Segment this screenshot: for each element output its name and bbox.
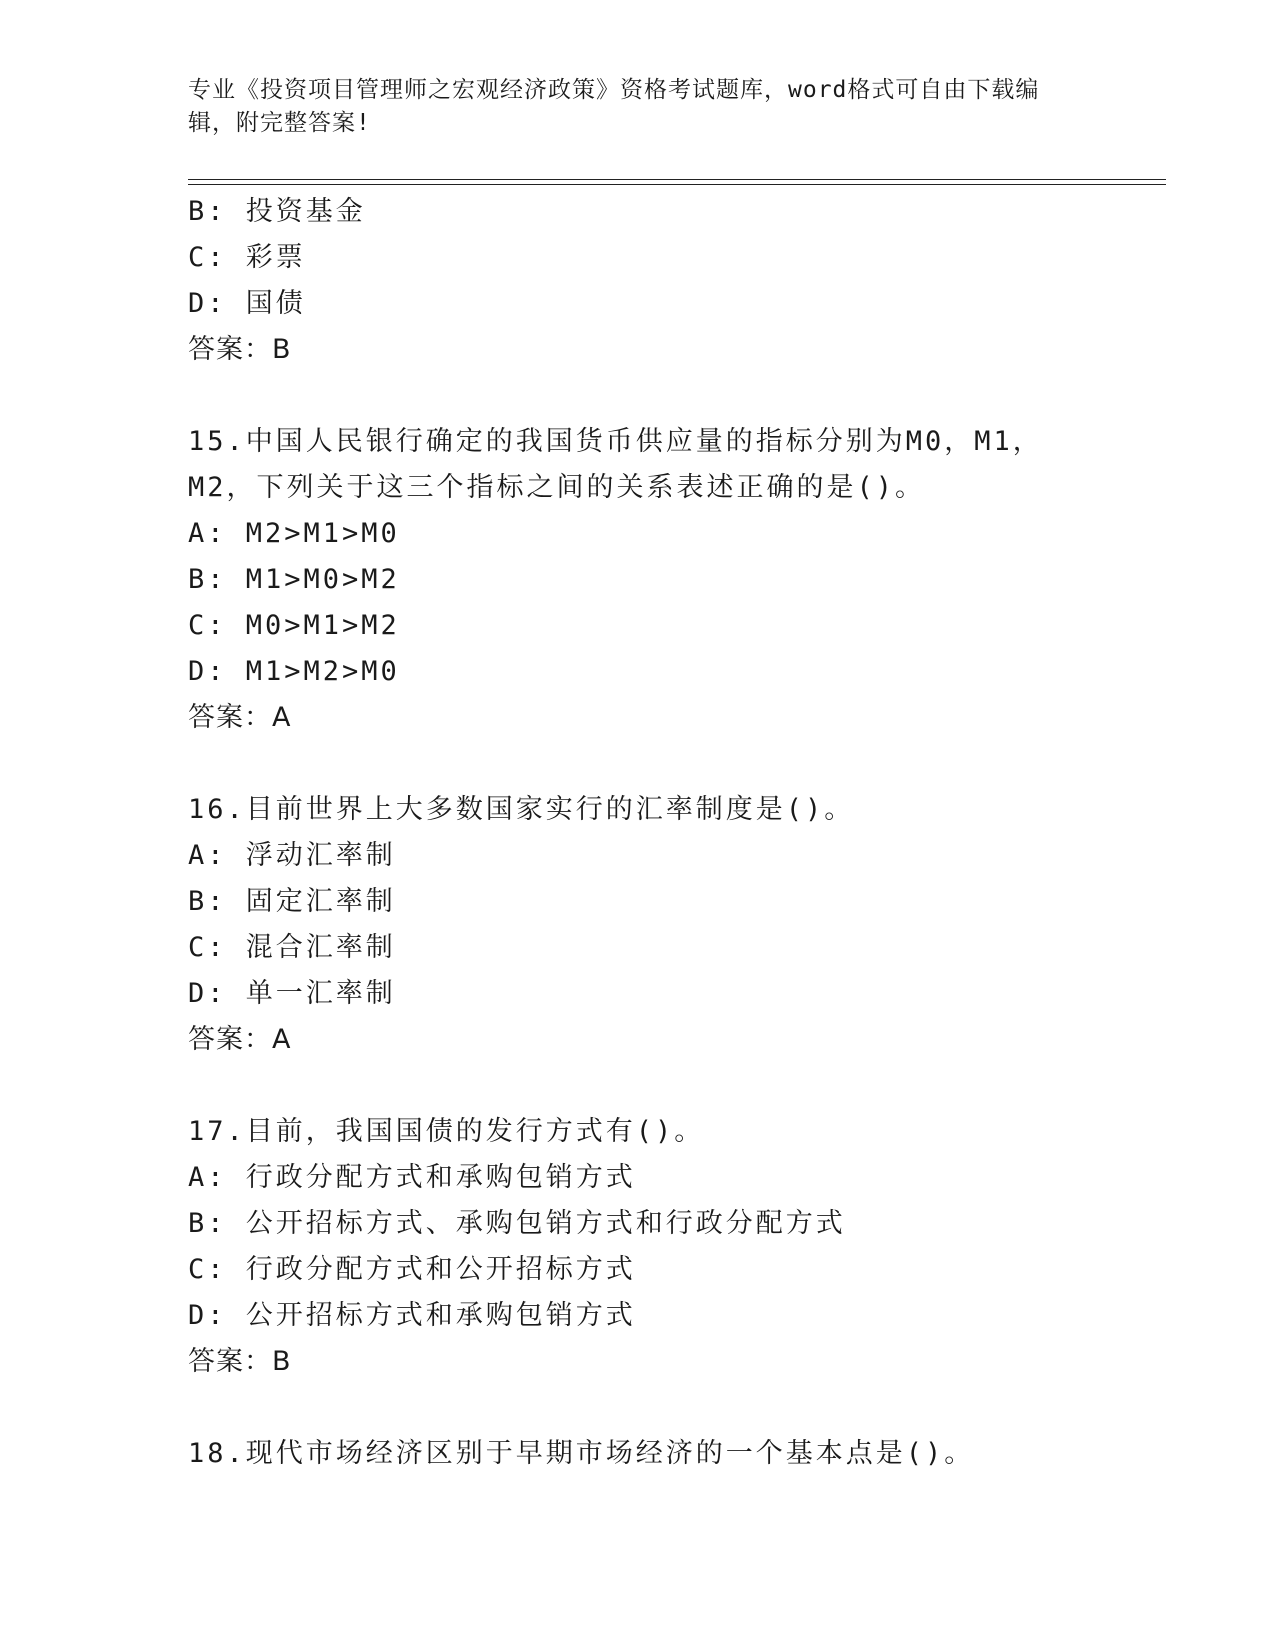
spacer: [188, 741, 1088, 787]
question-text: 17.目前，我国国债的发行方式有()。: [188, 1116, 705, 1147]
spacer: [188, 373, 1088, 419]
question-text: 16.目前世界上大多数国家实行的汇率制度是()。: [188, 794, 855, 825]
answer-line: 答案：A: [188, 1024, 292, 1055]
option-c: C: 行政分配方式和公开招标方式: [188, 1254, 636, 1285]
question-text: 18.现代市场经济区别于早期市场经济的一个基本点是()。: [188, 1438, 975, 1469]
option-a: A: M2>M1>M0: [188, 518, 400, 549]
option-b: B: 投资基金: [188, 196, 366, 227]
question-block: [188, 787, 1088, 1063]
answer-line: 答案：B: [188, 1346, 292, 1377]
spacer: [188, 1385, 1088, 1431]
option-b: B: 公开招标方式、承购包销方式和行政分配方式: [188, 1208, 846, 1239]
answer-line: 答案：B: [188, 334, 292, 365]
option-c: C: 彩票: [188, 242, 306, 273]
question-list: [188, 189, 1088, 1477]
question-block: [188, 1431, 1088, 1477]
header-divider: [188, 179, 1166, 185]
option-c: C: 混合汇率制: [188, 932, 396, 963]
option-b: B: 固定汇率制: [188, 886, 396, 917]
option-d: D: 单一汇率制: [188, 978, 396, 1009]
question-text: 15.中国人民银行确定的我国货币供应量的指标分别为M0，M1，M2，下列关于这三个指标之间的关系表述正确的是()。: [188, 426, 1043, 503]
option-b: B: M1>M0>M2: [188, 564, 400, 595]
question-block: [188, 189, 1088, 373]
answer-line: 答案：A: [188, 702, 292, 733]
option-d: D: M1>M2>M0: [188, 656, 400, 687]
spacer: [188, 1063, 1088, 1109]
option-d: D: 国债: [188, 288, 306, 319]
option-d: D: 公开招标方式和承购包销方式: [188, 1300, 636, 1331]
option-c: C: M0>M1>M2: [188, 610, 400, 641]
page-header: 专业《投资项目管理师之宏观经济政策》资格考试题库，word格式可自由下载编辑，附完整答案!: [188, 77, 1040, 136]
option-a: A: 浮动汇率制: [188, 840, 396, 871]
option-a: A: 行政分配方式和承购包销方式: [188, 1162, 636, 1193]
question-block: [188, 419, 1088, 741]
question-block: [188, 1109, 1088, 1385]
